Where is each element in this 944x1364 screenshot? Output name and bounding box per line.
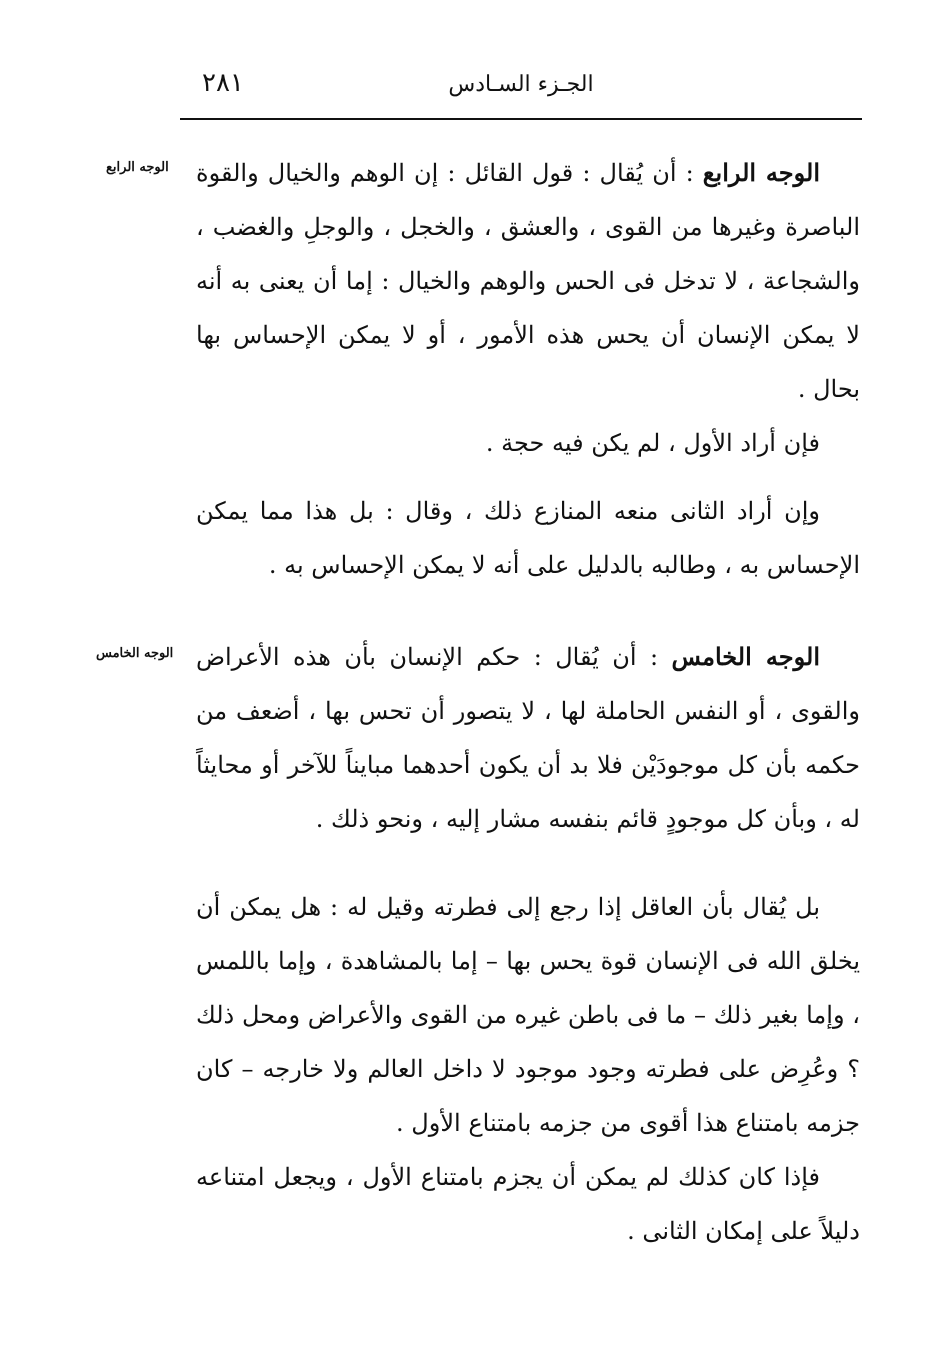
section-objection <box>196 484 860 592</box>
margin-note-fifth-aspect: الوجه الخامس <box>96 646 174 661</box>
margin-note-fourth-aspect: الوجه الرابع <box>106 160 169 175</box>
paragraph-heading: الوجه الرابع <box>702 158 820 187</box>
paragraph: فإذا كان كذلك لم يمكن أن يجزم بامتناع الأول ، ويجعل امتناعه دليلاً على إمكان الثانى . <box>196 1163 860 1245</box>
paragraph-text: : أن يُقال : قول القائل : إن الوهم والخيال والقوة الباصرة وغيرها من القوى ، والعشق ، والخجل ، والوجلِ والغضب ، والشجاعة ، لا تدخل فى الحس والوهم والخيال : إما أن يعنى به أنه لا يمكن الإنسان أن يحس هذه الأمور ، أو لا يمكن الإحساس بها بحال . <box>196 159 860 403</box>
paragraph-fourth-aspect <box>196 146 860 416</box>
paragraph: بل يُقال بأن العاقل إذا رجع إلى فطرته وقيل له : هل يمكن أن يخلق الله فى الإنسان قوة يحس بها – إما بالمشاهدة ، وإما باللمس ، وإما بغير ذلك – ما فى باطن غيره من القوى والأعراض ومحل ذلك ؟ وعُرِض على فطرته وجود موجود لا داخل العالم ولا خارجه – كان جزمه بامتناع هذا أقوى من جزمه بامتناع الأول . <box>196 893 860 1137</box>
section-fourth-aspect <box>196 146 860 470</box>
running-title: الجـزء السـادس <box>448 72 594 97</box>
page-header <box>180 66 862 116</box>
paragraph: وإن أراد الثانى منعه المنازع ذلك ، وقال : بل هذا مما يمكن الإحساس به ، وطالبه بالدليل على أنه لا يمكن الإحساس به . <box>196 497 860 579</box>
section-reasoning <box>196 880 860 1258</box>
paragraph-fifth-aspect <box>196 630 860 846</box>
header-rule <box>180 118 862 120</box>
section-fifth-aspect <box>196 630 860 846</box>
paragraph-text: : أن يُقال : حكم الإنسان بأن هذه الأعراض والقوى ، أو النفس الحاملة لها ، لا يتصور أن تحس بها ، أضعف من حكمه بأن كل موجودَيْن فلا بد أن يكون أحدهما مبايناً للآخر أو محايثاً له ، وبأن كل موجودٍ قائم بنفسه مشار إليه ، ونحو ذلك . <box>196 643 860 833</box>
paragraph-heading: الوجه الخامس <box>671 642 820 671</box>
page-number: ٢٨١ <box>202 68 244 98</box>
paragraph: فإن أراد الأول ، لم يكن فيه حجة . <box>485 429 820 457</box>
